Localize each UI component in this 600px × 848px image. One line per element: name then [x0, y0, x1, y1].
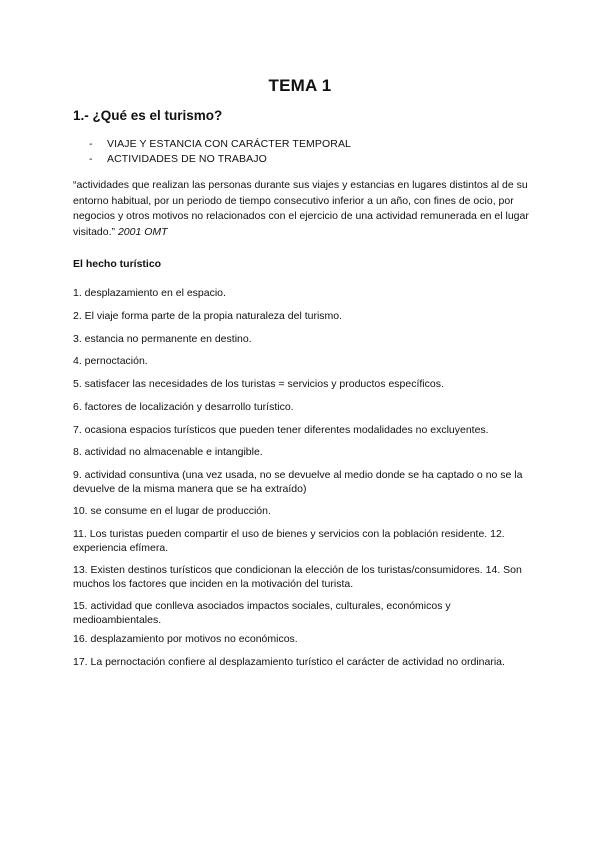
- bullet-list: [89, 137, 351, 167]
- list-item: 13. Existen destinos turísticos que condicionan la elección de los turistas/consumidores. 14. Son muchos los factores que inciden en la motivación del turista.: [73, 564, 522, 590]
- list-item: 10. se consume en el lugar de producción.: [73, 505, 271, 517]
- bullet-item: [89, 137, 351, 152]
- list-item: 15. actividad que conlleva asociados impactos sociales, culturales, económicos y medioambientales.: [73, 600, 451, 626]
- bullet-item: [89, 152, 351, 167]
- bullet-marker: -: [89, 138, 93, 150]
- list-item: 3. estancia no permanente en destino.: [73, 333, 252, 345]
- list-item: 9. actividad consuntiva (una vez usada, no se devuelve al medio donde se ha captado o no se la devuelve de la misma manera que se ha extraído): [73, 469, 523, 495]
- section-heading: 1.- ¿Qué es el turismo?: [73, 108, 223, 123]
- list-item: 2. El viaje forma parte de la propia naturaleza del turismo.: [73, 310, 343, 322]
- subheading: El hecho turístico: [73, 258, 162, 270]
- bullet-text: ACTIVIDADES DE NO TRABAJO: [107, 153, 267, 165]
- definition-paragraph: [73, 178, 531, 240]
- list-item: 6. factores de localización y desarrollo turístico.: [73, 401, 294, 413]
- list-item: 11. Los turistas pueden compartir el uso de bienes y servicios con la población residente. 12. experiencia efímera.: [73, 528, 505, 554]
- definition-text: “actividades que realizan las personas durante sus viajes y estancias en lugares distintos al de su entorno habitual, por un periodo de tiempo consecutivo inferior a un año, con fines de ocio, por negocios y otros motivos no relacionados con el ejercicio de una actividad remunerada en el lugar visitado.”: [73, 179, 529, 238]
- bullet-text: VIAJE Y ESTANCIA CON CARÁCTER TEMPORAL: [107, 138, 351, 150]
- list-item: 17. La pernoctación confiere al desplazamiento turístico el carácter de actividad no ordinaria.: [73, 656, 505, 668]
- page-title: TEMA 1: [268, 76, 332, 95]
- definition-source: 2001 OMT: [117, 225, 168, 238]
- list-item: 4. pernoctación.: [73, 355, 148, 367]
- list-item: 16. desplazamiento por motivos no económicos.: [73, 633, 298, 645]
- bullet-marker: -: [89, 153, 93, 165]
- list-item: 8. actividad no almacenable e intangible.: [73, 446, 263, 458]
- list-item: 1. desplazamiento en el espacio.: [73, 287, 226, 299]
- list-item: 5. satisfacer las necesidades de los turistas = servicios y productos específicos.: [73, 378, 444, 390]
- list-item: 7. ocasiona espacios turísticos que pueden tener diferentes modalidades no excluyentes.: [73, 424, 489, 436]
